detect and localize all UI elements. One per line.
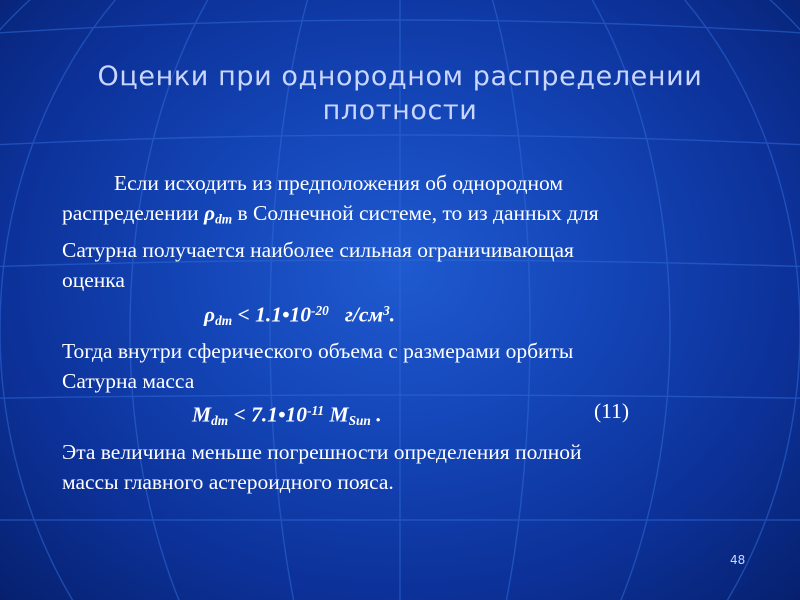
title-line-1: Оценки при однородном распределении (97, 61, 703, 92)
exponent: -11 (307, 403, 325, 419)
paragraph-1-line-2 (62, 198, 752, 235)
formula-end: . (370, 403, 382, 428)
paragraph-1-line-3: Сатурна получается наиболее сильная ограничивающая (62, 237, 574, 262)
slide-title (0, 60, 800, 128)
relation: < 1.1•10 (232, 302, 312, 327)
dm-subscript: dm (215, 211, 233, 227)
relation: < 7.1•10 (228, 403, 308, 428)
formula-end: . (389, 302, 396, 327)
text-span: в Солнечной системе, то из данных для (232, 201, 599, 226)
paragraph-1-line-1: Если исходить из предположения об однородном (114, 171, 563, 195)
text-span: распределении (62, 201, 204, 226)
unit-exponent: 3 (383, 302, 390, 318)
dm-subscript: dm (211, 413, 229, 429)
rho-symbol: ρ (204, 201, 216, 226)
paragraph-2-line-2: Сатурна масса (62, 369, 195, 394)
density-formula (62, 296, 752, 336)
rho-symbol: ρ (204, 302, 216, 327)
mass-symbol: M (192, 403, 212, 428)
exponent: -20 (311, 302, 329, 318)
page-number: 48 (730, 553, 746, 567)
paragraph-3-line-2: массы главного астероидного пояса. (62, 469, 394, 494)
paragraph-2-line-1: Тогда внутри сферического объема с размерами орбиты (62, 338, 574, 363)
paragraph-1-line-4: оценка (62, 268, 125, 293)
sun-mass-symbol: M (324, 403, 349, 428)
dm-subscript: dm (215, 312, 233, 328)
equation-number: (11) (594, 399, 630, 424)
slide-body (62, 168, 752, 497)
sun-subscript: Sun (348, 413, 371, 429)
mass-formula (62, 396, 752, 436)
unit: г/см (328, 302, 384, 327)
paragraph-3-line-1: Эта величина меньше погрешности определения полной (62, 439, 582, 464)
title-line-2: плотности (322, 95, 478, 126)
